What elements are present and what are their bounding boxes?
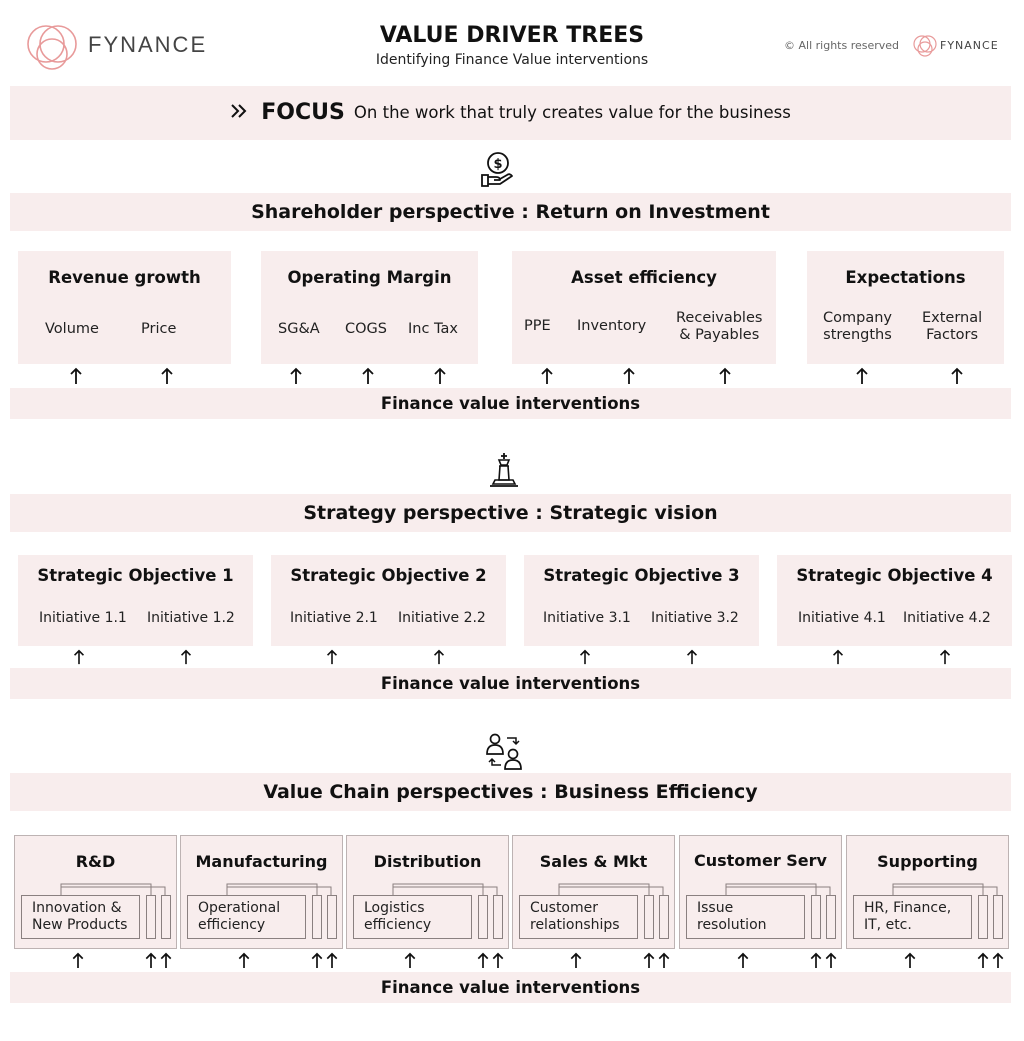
sub-driver-label: Operational efficiency — [198, 900, 281, 933]
tree-connector — [181, 836, 344, 896]
up-arrow-icon — [69, 367, 83, 385]
up-arrow-icon — [540, 367, 554, 385]
value-chain-box — [14, 835, 177, 949]
box-title: Distribution — [373, 852, 482, 871]
sub-driver-label: Customer relationships — [530, 900, 620, 933]
strategy-title-band — [10, 494, 1011, 532]
up-arrow-icon — [657, 952, 671, 969]
tree-connector — [847, 836, 1010, 896]
driver-item: Price — [141, 321, 177, 337]
up-arrow-icon — [855, 367, 869, 385]
small-logo — [912, 34, 1012, 58]
sub-driver-stub — [493, 895, 503, 939]
up-arrow-icon — [809, 952, 823, 969]
sub-driver-stub — [644, 895, 654, 939]
box-title: Expectations — [845, 268, 966, 287]
sub-driver-box — [21, 895, 140, 939]
box-title: R&D — [75, 852, 116, 871]
up-arrow-icon — [310, 952, 324, 969]
up-arrow-icon — [237, 952, 251, 969]
box-title: Customer Serv — [694, 851, 827, 870]
sub-driver-box — [187, 895, 306, 939]
initiative-item: Initiative 2.1 — [290, 610, 378, 626]
up-arrow-icon — [72, 649, 86, 665]
up-arrow-icon — [718, 367, 732, 385]
sub-driver-stub — [826, 895, 836, 939]
shareholder-title-band — [10, 193, 1011, 231]
svg-text:$: $ — [493, 157, 503, 172]
value-chain-box — [512, 835, 675, 949]
initiative-item: Initiative 3.2 — [651, 610, 739, 626]
initiative-item: Initiative 1.2 — [147, 610, 235, 626]
sub-driver-stub — [993, 895, 1003, 939]
value-chain-title: Value Chain perspectives : Business Efficiency — [263, 781, 758, 803]
chess-king-icon — [487, 452, 521, 488]
initiative-item: Initiative 3.1 — [543, 610, 631, 626]
up-arrow-icon — [976, 952, 990, 969]
up-arrow-icon — [578, 649, 592, 665]
up-arrow-icon — [159, 952, 173, 969]
page-title: VALUE DRIVER TREES — [379, 23, 645, 48]
sub-driver-label: Logistics efficiency — [364, 900, 432, 933]
up-arrow-icon — [642, 952, 656, 969]
strategic-objective-box — [777, 555, 1012, 646]
strategy-title: Strategy perspective : Strategic vision — [303, 502, 718, 524]
sub-driver-label: Issue resolution — [697, 900, 767, 933]
up-arrow-icon — [622, 367, 636, 385]
driver-item: External Factors — [922, 310, 983, 343]
up-arrow-icon — [476, 952, 490, 969]
sub-driver-label: HR, Finance, IT, etc. — [864, 900, 952, 933]
double-chevron-icon — [230, 103, 250, 123]
up-arrow-icon — [991, 952, 1005, 969]
asset-efficiency-box — [512, 251, 776, 364]
up-arrow-icon — [179, 649, 193, 665]
up-arrow-icon — [433, 367, 447, 385]
up-arrow-icon — [71, 952, 85, 969]
driver-item: Company strengths — [823, 310, 892, 343]
box-title: Sales & Mkt — [539, 852, 648, 871]
box-title: Asset efficiency — [571, 268, 717, 287]
fvi-label: Finance value interventions — [380, 674, 641, 693]
strategic-objective-box — [524, 555, 759, 646]
logo-text: FYNANCE — [88, 32, 208, 57]
fvi-band-value-chain — [10, 972, 1011, 1003]
fvi-label: Finance value interventions — [380, 394, 641, 413]
sub-driver-stub — [161, 895, 171, 939]
revenue-growth-box — [18, 251, 231, 364]
up-arrow-icon — [569, 952, 583, 969]
up-arrow-icon — [325, 649, 339, 665]
up-arrow-icon — [144, 952, 158, 969]
driver-item: Volume — [45, 321, 99, 337]
operating-margin-box — [261, 251, 478, 364]
brand-logo — [24, 22, 244, 72]
driver-item: PPE — [524, 318, 551, 334]
up-arrow-icon — [491, 952, 505, 969]
box-title: Strategic Objective 4 — [796, 566, 993, 585]
tree-connector — [15, 836, 178, 896]
initiative-item: Initiative 4.1 — [798, 610, 886, 626]
copyright-text: © All rights reserved — [784, 39, 900, 52]
focus-text: On the work that truly creates value for the business — [353, 103, 791, 122]
up-arrow-icon — [824, 952, 838, 969]
focus-banner — [10, 86, 1011, 140]
up-arrow-icon — [361, 367, 375, 385]
sub-driver-stub — [478, 895, 488, 939]
tree-connector — [513, 836, 676, 896]
sub-driver-stub — [659, 895, 669, 939]
initiative-item: Initiative 4.2 — [903, 610, 991, 626]
up-arrow-icon — [903, 952, 917, 969]
strategic-objective-box — [271, 555, 506, 646]
small-logo-circles-icon — [912, 34, 938, 58]
initiative-item: Initiative 1.1 — [39, 610, 127, 626]
focus-label: FOCUS — [261, 100, 345, 125]
up-arrow-icon — [160, 367, 174, 385]
value-chain-box — [346, 835, 509, 949]
driver-item: Receivables & Payables — [676, 310, 763, 343]
box-title: Manufacturing — [195, 852, 328, 871]
small-logo-text: FYNANCE — [940, 39, 999, 52]
money-hand-icon — [479, 151, 517, 189]
logo-circles-icon — [24, 22, 80, 72]
box-title: Strategic Objective 3 — [543, 566, 740, 585]
up-arrow-icon — [403, 952, 417, 969]
strategic-objective-box — [18, 555, 253, 646]
sub-driver-stub — [327, 895, 337, 939]
box-title: Strategic Objective 2 — [290, 566, 487, 585]
tree-connector — [680, 836, 843, 896]
box-title: Revenue growth — [48, 268, 201, 287]
up-arrow-icon — [685, 649, 699, 665]
driver-item: Inc Tax — [408, 321, 458, 337]
value-chain-title-band — [10, 773, 1011, 811]
fvi-band-shareholder — [10, 388, 1011, 419]
sub-driver-stub — [146, 895, 156, 939]
up-arrow-icon — [950, 367, 964, 385]
tree-connector — [347, 836, 510, 896]
up-arrow-icon — [736, 952, 750, 969]
sub-driver-label: Innovation & New Products — [32, 900, 128, 933]
fvi-band-strategy — [10, 668, 1011, 699]
expectations-box — [807, 251, 1004, 364]
box-title: Supporting — [877, 852, 978, 871]
sub-driver-box — [853, 895, 972, 939]
driver-item: Inventory — [577, 318, 647, 334]
sub-driver-stub — [978, 895, 988, 939]
up-arrow-icon — [831, 649, 845, 665]
page-subtitle: Identifying Finance Value interventions — [375, 52, 649, 68]
sub-driver-stub — [811, 895, 821, 939]
up-arrow-icon — [432, 649, 446, 665]
box-title: Operating Margin — [287, 268, 452, 287]
value-chain-box — [679, 835, 842, 949]
value-chain-box — [846, 835, 1009, 949]
up-arrow-icon — [938, 649, 952, 665]
people-exchange-icon — [485, 732, 525, 772]
driver-item: SG&A — [278, 321, 320, 337]
up-arrow-icon — [289, 367, 303, 385]
initiative-item: Initiative 2.2 — [398, 610, 486, 626]
shareholder-title: Shareholder perspective : Return on Investment — [251, 201, 770, 223]
sub-driver-box — [519, 895, 638, 939]
sub-driver-box — [686, 895, 805, 939]
box-title: Strategic Objective 1 — [37, 566, 234, 585]
value-chain-box — [180, 835, 343, 949]
up-arrow-icon — [325, 952, 339, 969]
fvi-label: Finance value interventions — [380, 978, 641, 997]
sub-driver-stub — [312, 895, 322, 939]
driver-item: COGS — [345, 321, 387, 337]
sub-driver-box — [353, 895, 472, 939]
